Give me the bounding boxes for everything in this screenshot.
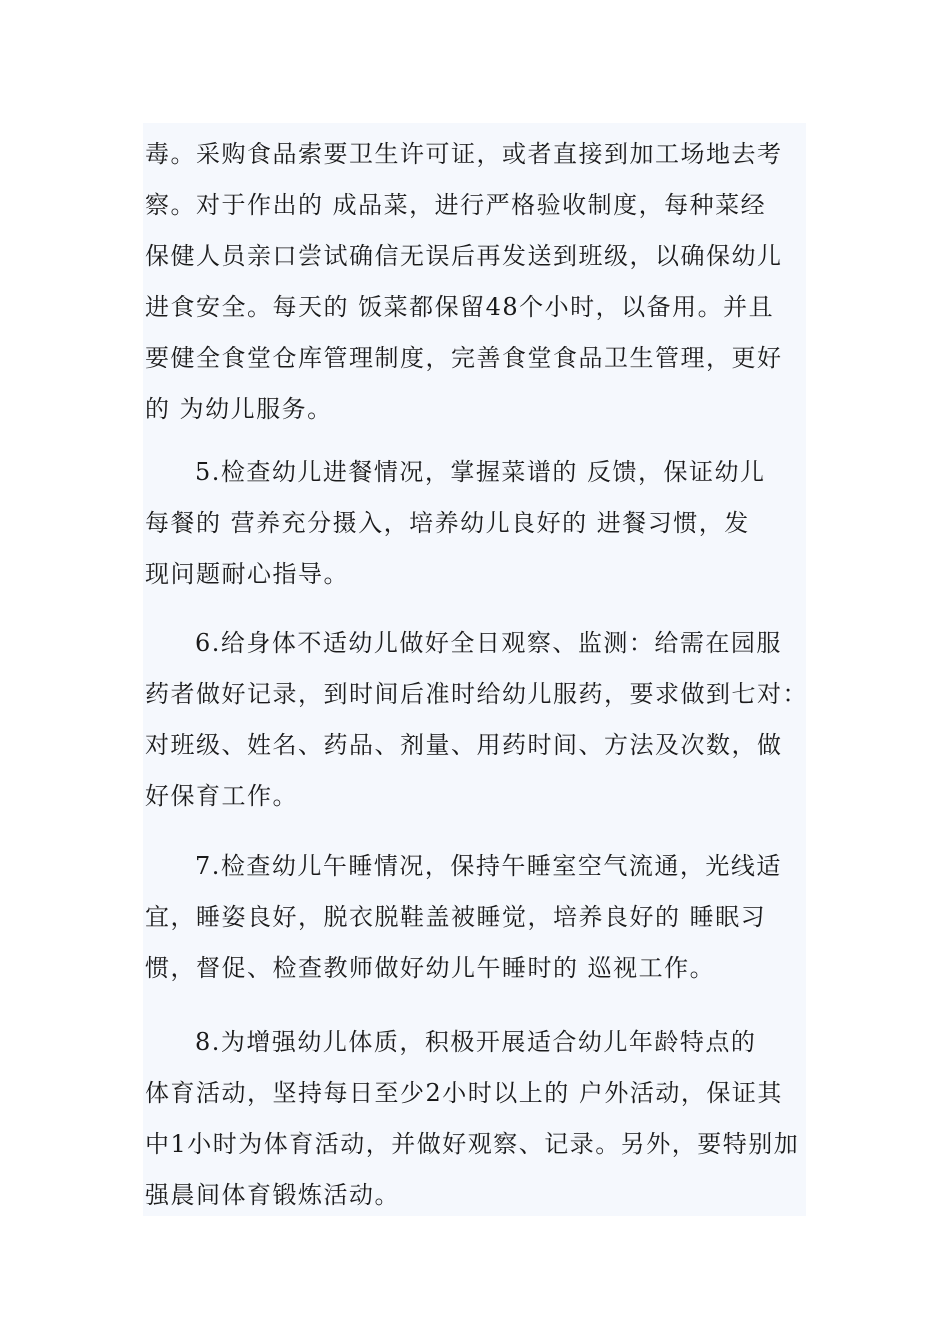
text-line: 察。对于作出的 成品菜，进行严格验收制度，每种菜经 — [145, 191, 767, 219]
text-line: 保健人员亲口尝试确信无误后再发送到班级，以确保幼儿 — [145, 242, 783, 270]
text-line: 药者做好记录，到时间后准时给幼儿服药，要求做到七对： — [145, 680, 808, 708]
text-line: 中1小时为体育活动，并做好观察、记录。另外，要特别加 — [145, 1130, 800, 1158]
text-line: 体育活动，坚持每日至少2小时以上的 户外活动，保证其 — [145, 1079, 783, 1107]
text-line: 毒。采购食品索要卫生许可证，或者直接到加工场地去考 — [145, 140, 783, 168]
text-line: 强晨间体育锻炼活动。 — [145, 1181, 400, 1209]
paragraph-item-6 — [145, 618, 808, 822]
text-line: 每餐的 营养充分摄入，培养幼儿良好的 进餐习惯，发 — [145, 509, 750, 537]
text-line: 好保育工作。 — [145, 782, 298, 810]
text-line: 现问题耐心指导。 — [145, 560, 349, 588]
text-line: 6.给身体不适幼儿做好全日观察、监测：给需在园服 — [195, 629, 782, 657]
text-line: 进食安全。每天的 饭菜都保留48个小时，以备用。并且 — [145, 293, 775, 321]
text-line: 对班级、姓名、药品、剂量、用药时间、方法及次数，做 — [145, 731, 783, 759]
text-line: 的 为幼儿服务。 — [145, 395, 333, 423]
text-line: 宜，睡姿良好，脱衣脱鞋盖被睡觉，培养良好的 睡眠习 — [145, 903, 767, 931]
document-content — [143, 123, 806, 1216]
text-line: 惯，督促、检查教师做好幼儿午睡时的 巡视工作。 — [145, 954, 716, 982]
text-line: 7.检查幼儿午睡情况，保持午睡室空气流通，光线适 — [195, 852, 782, 880]
paragraph-item-5 — [145, 447, 766, 600]
text-line: 5.检查幼儿进餐情况，掌握菜谱的 反馈，保证幼儿 — [195, 458, 766, 486]
text-line: 8.为增强幼儿体质，积极开展适合幼儿年龄特点的 — [195, 1028, 757, 1056]
paragraph-item-8 — [145, 1017, 799, 1221]
text-line: 要健全食堂仓库管理制度，完善食堂食品卫生管理，更好 — [145, 344, 783, 372]
paragraph-food-safety — [145, 129, 783, 435]
paragraph-item-7 — [145, 841, 782, 994]
